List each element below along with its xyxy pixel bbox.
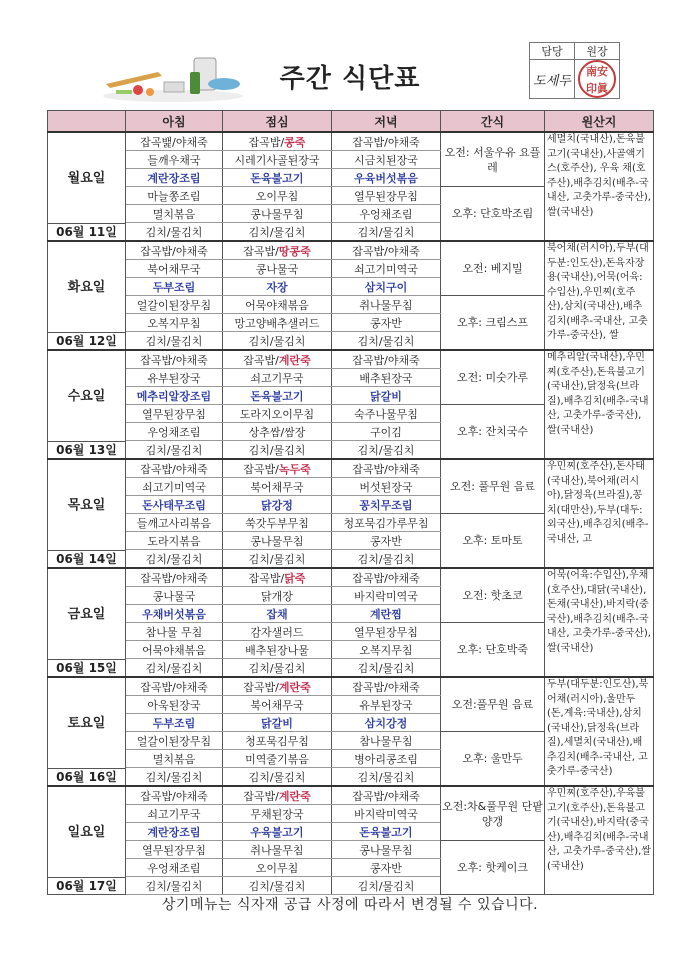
breakfast-item: 유부된장국	[126, 369, 223, 387]
dinner-item: 콩자반	[332, 314, 441, 332]
dinner-item: 오복지무침	[332, 641, 441, 659]
dinner-item: 돈육불고기	[332, 823, 441, 841]
day-cell	[48, 132, 126, 241]
dinner-item: 삼치강정	[332, 714, 441, 732]
breakfast-item: 얼갈이된장무침	[126, 732, 223, 750]
lunch-item: 김치/물김치	[223, 550, 332, 569]
breakfast-item: 북어채무국	[126, 260, 223, 278]
dinner-item: 숙주나물무침	[332, 405, 441, 423]
lunch-porridge: 닭죽	[284, 571, 306, 585]
origin-info: 우민찌(호주산),우육불고기(호주산),돈육불고기(국내산),바지락(중국산),배추김치(배추-국내산, 고춧가루-중국산),쌀(국내산)	[545, 786, 654, 895]
lunch-item: 잡곡밥/녹두죽	[223, 459, 332, 478]
lunch-item: 닭개장	[223, 587, 332, 605]
lunch-item: 잡곡밥/닭죽	[223, 568, 332, 587]
lunch-item: 감자샐러드	[223, 623, 332, 641]
breakfast-item: 우엉채조림	[126, 423, 223, 441]
day-cell	[48, 568, 126, 677]
lunch-item: 망고양배추샐러드	[223, 314, 332, 332]
lunch-item: 취나물무침	[223, 841, 332, 859]
dinner-item: 잡곡밥/야채죽	[332, 132, 441, 151]
meal-row	[48, 132, 654, 151]
lunch-item: 콩나물무침	[223, 532, 332, 550]
breakfast-item: 우채버섯볶음	[126, 605, 223, 623]
day-date: 06월 11일	[48, 223, 125, 240]
lunch-item: 북어채무국	[223, 696, 332, 714]
approval-staff-signature	[530, 60, 575, 99]
breakfast-item: 계란장조림	[126, 169, 223, 187]
dinner-item: 꽁치무조림	[332, 496, 441, 514]
header-row	[48, 111, 654, 133]
header-day	[48, 111, 126, 133]
lunch-item: 오이무침	[223, 187, 332, 205]
breakfast-item: 김치/물김치	[126, 877, 223, 895]
breakfast-item: 잡곡밥/야채죽	[126, 786, 223, 805]
lunch-item: 콩나물무침	[223, 205, 332, 223]
approval-header-staff: 담당	[530, 43, 575, 60]
breakfast-item: 잡곡밥/야채죽	[126, 350, 223, 369]
breakfast-item: 쇠고기미역국	[126, 478, 223, 496]
header-origin: 원산지	[545, 111, 654, 133]
lunch-item: 청포묵김무침	[223, 732, 332, 750]
day-name: 월요일	[67, 171, 106, 186]
dinner-item: 버섯된장국	[332, 478, 441, 496]
breakfast-item: 들깨고사리볶음	[126, 514, 223, 532]
breakfast-item: 마늘쫑조림	[126, 187, 223, 205]
snack-am: 오전: 베지밀	[441, 241, 545, 296]
meal-row	[48, 677, 654, 696]
lunch-item: 잡곡밥/계란죽	[223, 677, 332, 696]
breakfast-item: 열무된장무침	[126, 405, 223, 423]
breakfast-item: 열무된장무침	[126, 841, 223, 859]
breakfast-item: 김치/물김치	[126, 441, 223, 460]
day-cell	[48, 786, 126, 895]
dinner-item: 참나물무침	[332, 732, 441, 750]
lunch-item: 돈육불고기	[223, 169, 332, 187]
breakfast-item: 멸치볶음	[126, 750, 223, 768]
lunch-item: 김치/물김치	[223, 877, 332, 895]
breakfast-item: 잡곡밥/야채죽	[126, 459, 223, 478]
breakfast-item: 돈사태무조림	[126, 496, 223, 514]
breakfast-item: 들깨우채국	[126, 151, 223, 169]
lunch-porridge: 땅콩죽	[278, 244, 311, 258]
breakfast-item: 아욱된장국	[126, 696, 223, 714]
breakfast-item: 오복지무침	[126, 314, 223, 332]
dinner-item: 잡곡밥/야채죽	[332, 786, 441, 805]
lunch-porridge: 콩죽	[284, 135, 306, 149]
staff-signature: 도세두	[533, 73, 571, 89]
lunch-item: 우육불고기	[223, 823, 332, 841]
header-lunch: 점심	[223, 111, 332, 133]
lunch-porridge: 계란죽	[278, 680, 311, 694]
dinner-item: 콩자반	[332, 859, 441, 877]
snack-am: 오전:풀무원 음료	[441, 677, 545, 732]
dinner-item: 잡곡밥/야채죽	[332, 568, 441, 587]
dinner-item: 우육버섯볶음	[332, 169, 441, 187]
lunch-item: 잡곡밥/땅콩죽	[223, 241, 332, 260]
breakfast-item: 두부조림	[126, 714, 223, 732]
lunch-item: 자장	[223, 278, 332, 296]
dinner-item: 김치/물김치	[332, 550, 441, 569]
snack-am: 오전: 서울우유 요플레	[441, 132, 545, 187]
dinner-item: 잡곡밥/야채죽	[332, 241, 441, 260]
day-cell	[48, 350, 126, 459]
snack-pm: 오후: 잔치국수	[441, 405, 545, 460]
dinner-item: 청포묵김가루무침	[332, 514, 441, 532]
dinner-item: 우엉채조림	[332, 205, 441, 223]
breakfast-item: 김치/물김치	[126, 550, 223, 569]
approval-director-stamp	[575, 60, 620, 99]
lunch-porridge: 계란죽	[278, 353, 311, 367]
header-snack: 간식	[441, 111, 545, 133]
breakfast-item: 메추리알장조림	[126, 387, 223, 405]
day-name: 목요일	[67, 498, 106, 513]
lunch-item: 도라지오이무침	[223, 405, 332, 423]
dinner-item: 콩나물무침	[332, 841, 441, 859]
footnote: 상기메뉴는 식자재 공급 사정에 따라서 변경될 수 있습니다.	[161, 897, 539, 913]
lunch-item: 쑥갓두부무침	[223, 514, 332, 532]
dinner-item: 바지락미역국	[332, 805, 441, 823]
dinner-item: 바지락미역국	[332, 587, 441, 605]
day-cell	[48, 459, 126, 568]
dinner-item: 구이김	[332, 423, 441, 441]
dinner-item: 열무된장무침	[332, 187, 441, 205]
director-seal: 南安 印眞	[578, 60, 616, 98]
breakfast-item: 김치/물김치	[126, 223, 223, 242]
breakfast-item: 쇠고기무국	[126, 805, 223, 823]
lunch-item: 김치/물김치	[223, 441, 332, 460]
dinner-item: 취나물무침	[332, 296, 441, 314]
lunch-item: 잡곡밥/계란죽	[223, 786, 332, 805]
origin-info: 세멸치(국내산),돈육불고기(국내산),사골액기스(호주산), 우육 채(호주산),배추김치(배추-국내산, 고춧가루-중국산), 쌀(국내산)	[545, 132, 654, 241]
breakfast-item: 얼갈이된장무침	[126, 296, 223, 314]
day-name: 토요일	[67, 716, 106, 731]
breakfast-item: 잡곡밥/야채죽	[126, 241, 223, 260]
weekly-menu-table	[47, 110, 654, 895]
day-date: 06월 13일	[48, 441, 125, 458]
day-name: 수요일	[67, 389, 106, 404]
lunch-item: 배추된장나물	[223, 641, 332, 659]
breakfast-item: 잡곡밥/야채죽	[126, 677, 223, 696]
lunch-item: 닭강정	[223, 496, 332, 514]
breakfast-item: 두부조림	[126, 278, 223, 296]
breakfast-item: 멸치볶음	[126, 205, 223, 223]
snack-am: 오전: 풀무원 음료	[441, 459, 545, 514]
breakfast-item: 잡곡밥/야채죽	[126, 568, 223, 587]
breakfast-item: 김치/물김치	[126, 768, 223, 787]
dinner-item: 김치/물김치	[332, 441, 441, 460]
dinner-item: 유부된장국	[332, 696, 441, 714]
snack-pm: 오후: 핫케이크	[441, 841, 545, 895]
lunch-item: 시레기사골된장국	[223, 151, 332, 169]
origin-info: 어묵(어육:수입산),우채(호주산),대닭(국내산),돈채(국내산),바지락(중국산),배추김치(배추-국내산, 고춧가루-중국산), 쌀(국내산)	[545, 568, 654, 677]
dinner-item: 배추된장국	[332, 369, 441, 387]
breakfast-item: 김치/물김치	[126, 332, 223, 351]
origin-info: 메추리알(국내산),우민찌(호주산),돈육불고기(국내산),닭정육(브라질),배추김치(배추-국내산, 고춧가루-중국산), 쌀(국내산)	[545, 350, 654, 459]
meal-row	[48, 459, 654, 478]
lunch-item: 쇠고기무국	[223, 369, 332, 387]
day-name: 금요일	[67, 607, 106, 622]
lunch-item: 상추쌈/쌈장	[223, 423, 332, 441]
snack-am: 오전: 핫초코	[441, 568, 545, 623]
dinner-item: 시금치된장국	[332, 151, 441, 169]
approval-box	[529, 42, 620, 99]
lunch-item: 북어채무국	[223, 478, 332, 496]
dinner-item: 계란찜	[332, 605, 441, 623]
breakfast-item: 우엉채조림	[126, 859, 223, 877]
lunch-item: 미역줄기볶음	[223, 750, 332, 768]
snack-pm: 오후: 단호박조림	[441, 187, 545, 242]
dinner-item: 김치/물김치	[332, 877, 441, 895]
day-date: 06월 14일	[48, 550, 125, 567]
meal-row	[48, 241, 654, 260]
dinner-item: 잡곡밥/야채죽	[332, 459, 441, 478]
origin-info: 두부(대두분:인도산),북어채(러시아),울만두(돈,계육:국내산),삼치(국내산),닭정육(브라질),세멸치(국내산),배추김치(배추-국내산, 고춧가루-중국산)	[545, 677, 654, 786]
day-date: 06월 12일	[48, 332, 125, 349]
meal-row	[48, 786, 654, 805]
header-dinner: 저녁	[332, 111, 441, 133]
lunch-item: 돈육불고기	[223, 387, 332, 405]
day-name: 화요일	[67, 280, 106, 295]
dinner-item: 열무된장무침	[332, 623, 441, 641]
approval-header-director: 원장	[575, 43, 620, 60]
meal-row	[48, 568, 654, 587]
lunch-item: 잡곡밥/계란죽	[223, 350, 332, 369]
dinner-item: 쇠고기미역국	[332, 260, 441, 278]
dinner-item: 김치/물김치	[332, 768, 441, 787]
day-cell	[48, 677, 126, 786]
page-title: 주간 식단표	[279, 64, 421, 94]
day-date: 06월 16일	[48, 768, 125, 785]
lunch-item: 김치/물김치	[223, 659, 332, 678]
dinner-item: 닭갈비	[332, 387, 441, 405]
breakfast-item: 계란장조림	[126, 823, 223, 841]
lunch-item: 닭갈비	[223, 714, 332, 732]
lunch-item: 오이무침	[223, 859, 332, 877]
lunch-item: 김치/물김치	[223, 332, 332, 351]
breakfast-item: 어묵야채볶음	[126, 641, 223, 659]
snack-am: 오전: 미숫가루	[441, 350, 545, 405]
breakfast-item: 참나물 무침	[126, 623, 223, 641]
dinner-item: 삼치구이	[332, 278, 441, 296]
origin-info: 우민찌(호주산),돈사태(국내산),북어채(러시아),닭정육(브라질),꽁치(대만산),두부(대두:외국산),배추김치(배추-국내산, 고	[545, 459, 654, 568]
lunch-item: 잡채	[223, 605, 332, 623]
dinner-item: 김치/물김치	[332, 223, 441, 242]
dinner-item: 김치/물김치	[332, 332, 441, 351]
lunch-item: 어묵야채볶음	[223, 296, 332, 314]
snack-pm: 오후: 울만두	[441, 732, 545, 787]
day-date: 06월 17일	[48, 877, 125, 894]
day-date: 06월 15일	[48, 659, 125, 676]
lunch-item: 잡곡밥/콩죽	[223, 132, 332, 151]
dinner-item: 잡곡밥/야채죽	[332, 350, 441, 369]
breakfast-item: 잡곡밽/야채죽	[126, 132, 223, 151]
snack-pm: 오후: 단호박죽	[441, 623, 545, 678]
lunch-item: 김치/물김치	[223, 223, 332, 242]
header-breakfast: 아침	[126, 111, 223, 133]
snack-pm: 오후: 토마토	[441, 514, 545, 569]
lunch-item: 콩나물국	[223, 260, 332, 278]
lunch-porridge: 녹두죽	[278, 462, 311, 476]
lunch-porridge: 계란죽	[278, 789, 311, 803]
breakfast-item: 김치/물김치	[126, 659, 223, 678]
day-cell	[48, 241, 126, 350]
dinner-item: 잡곡밥/야채죽	[332, 677, 441, 696]
lunch-item: 무채된장국	[223, 805, 332, 823]
meal-row	[48, 350, 654, 369]
dinner-item: 김치/물김치	[332, 659, 441, 678]
dinner-item: 콩자반	[332, 532, 441, 550]
snack-pm: 오후: 크림스프	[441, 296, 545, 351]
origin-info: 북어채(러시아),두부(대두분:인도산),돈육자장용(국내산),어묵(어육:수입산),우민찌(호주산),삼치(국내산),배추김치(배추-국내산, 고춧가루-중국산), 쌀	[545, 241, 654, 350]
snack-am: 오전:차&풀무원 단팥 양갱	[441, 786, 545, 841]
breakfast-item: 도라지볶음	[126, 532, 223, 550]
breakfast-item: 콩나물국	[126, 587, 223, 605]
day-name: 일요일	[67, 825, 106, 840]
dinner-item: 병아리콩조림	[332, 750, 441, 768]
lunch-item: 김치/물김치	[223, 768, 332, 787]
